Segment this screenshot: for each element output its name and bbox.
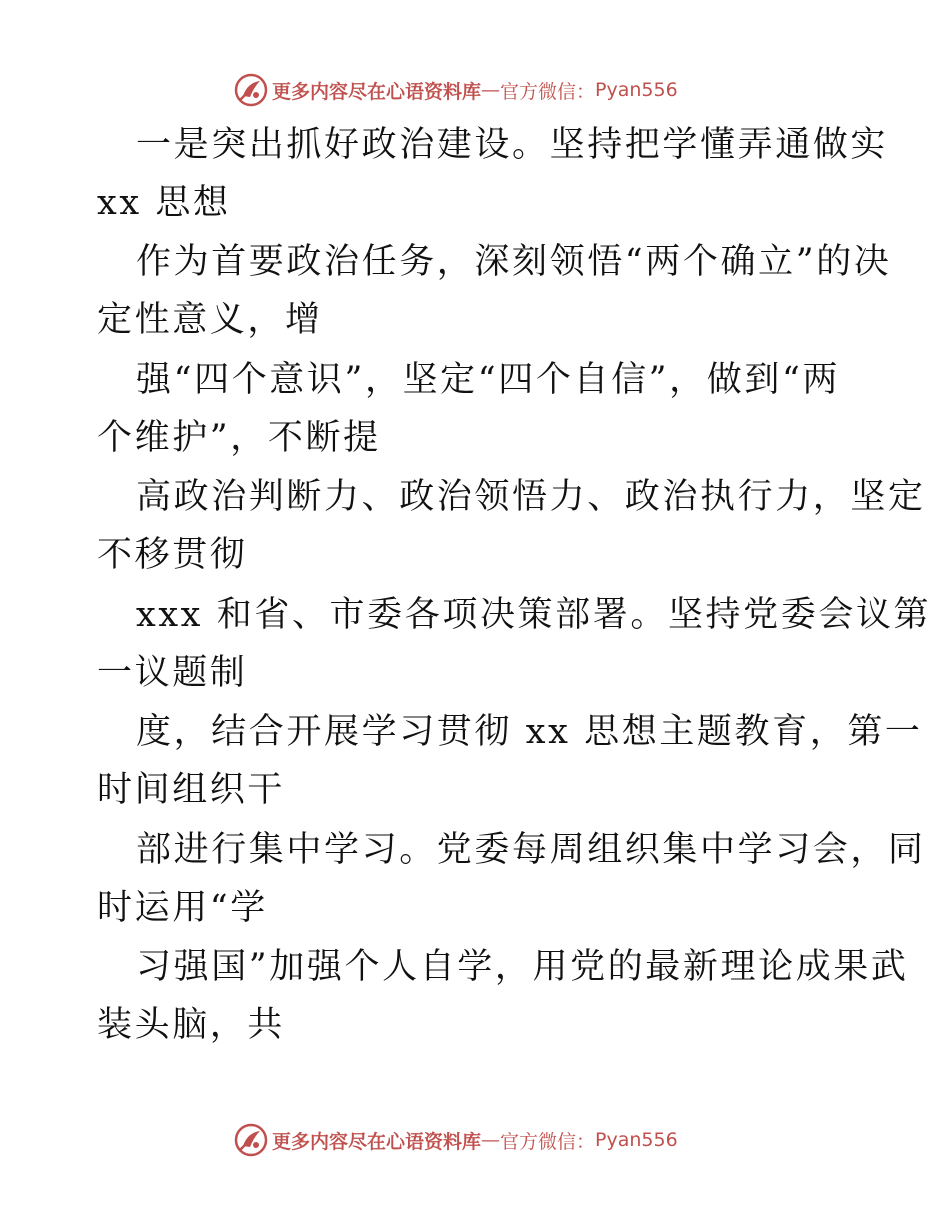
body-line: 时间组织干 <box>97 770 286 810</box>
watermark-separator: — <box>481 79 501 101</box>
body-line: xx 思想 <box>97 183 231 223</box>
watermark-wechat-label: 官方微信： <box>500 1130 596 1153</box>
body-line: xxx 和省、市委各项决策部署。坚持党委会议第 <box>136 595 932 635</box>
body-line: 时运用“学 <box>97 888 268 928</box>
body-line: 习强国”加强个人自学，用党的最新理论成果武 <box>136 947 909 987</box>
brand-logo-icon <box>234 1123 268 1157</box>
watermark-wechat-id: Pyan556 <box>595 1129 678 1151</box>
body-line: 部进行集中学习。党委每周组织集中学习会，同 <box>136 830 926 870</box>
watermark-wechat-id: Pyan556 <box>595 79 678 101</box>
body-line: 强“四个意识”，坚定“四个自信”，做到“两 <box>136 360 841 400</box>
body-line: 定性意义，增 <box>97 300 323 340</box>
body-line: 装头脑，共 <box>97 1005 286 1045</box>
body-line: 一是突出抓好政治建设。坚持把学懂弄通做实 <box>136 125 889 165</box>
body-line: 高政治判断力、政治领悟力、政治执行力，坚定 <box>136 477 926 517</box>
watermark-wechat-label: 官方微信： <box>500 80 596 103</box>
brand-logo-icon <box>234 73 268 107</box>
body-line: 一议题制 <box>97 653 248 693</box>
watermark-brand-text: 更多内容尽在心语资料库 <box>272 1130 482 1153</box>
watermark-separator: — <box>481 1129 501 1151</box>
watermark-banner-bottom <box>234 1122 678 1158</box>
body-line: 不移贯彻 <box>97 535 248 575</box>
watermark-banner-top <box>234 72 678 108</box>
body-line: 作为首要政治任务，深刻领悟“两个确立”的决 <box>136 242 892 282</box>
body-line: 度，结合开展学习贯彻 xx 思想主题教育，第一 <box>136 712 923 752</box>
watermark-brand-text: 更多内容尽在心语资料库 <box>272 80 482 103</box>
body-line: 个维护”，不断提 <box>97 418 381 458</box>
